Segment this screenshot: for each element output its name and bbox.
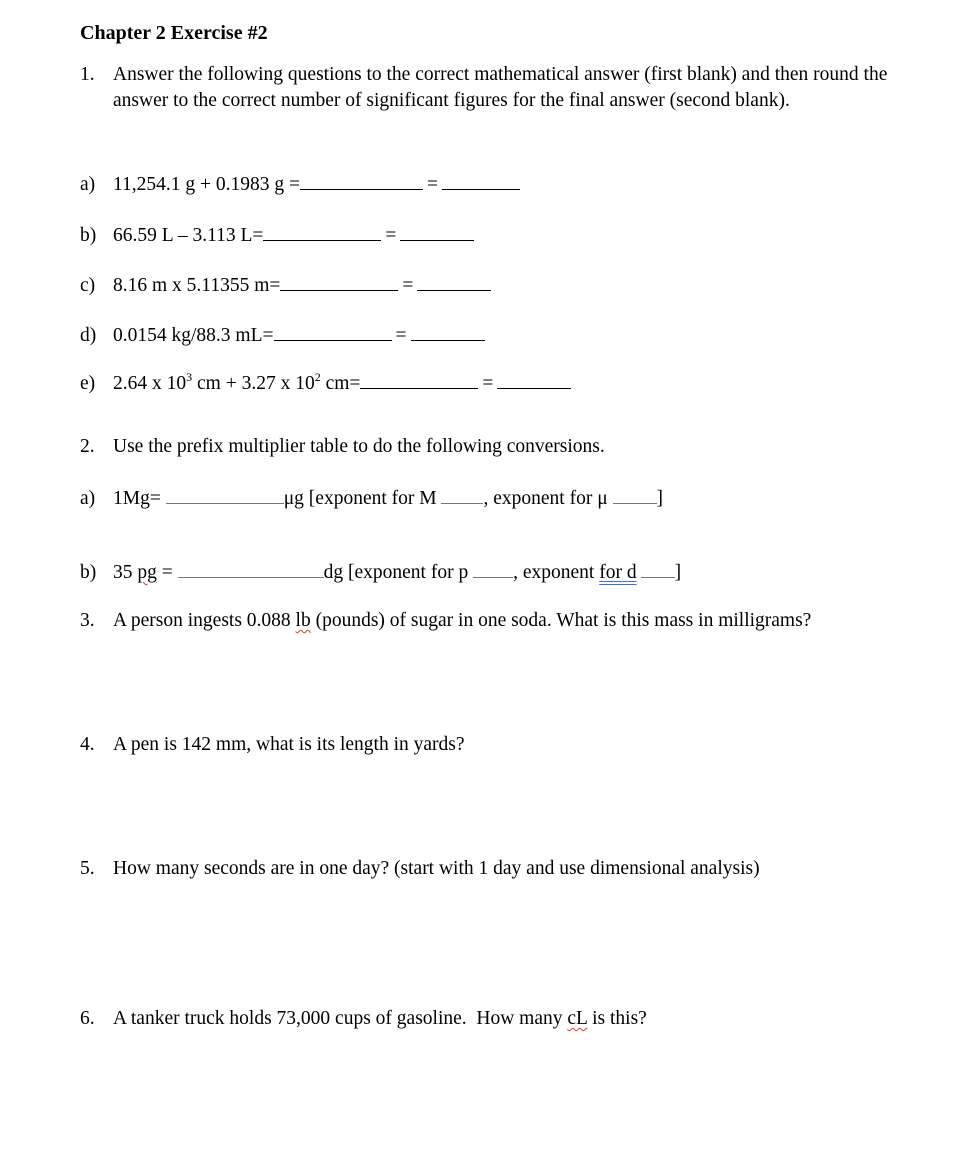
q1-part-c [80, 272, 491, 299]
question-6-unit: cL [567, 1008, 588, 1029]
exponent-blank-mu[interactable] [613, 485, 657, 504]
equals-sign: = [402, 275, 414, 296]
question-4-number: 4. [80, 734, 95, 755]
q1-part-a [80, 171, 520, 198]
exponent: 2 [314, 370, 321, 384]
answer-blank-1[interactable] [280, 272, 398, 291]
conversion-start-unit: pg [137, 562, 157, 583]
question-3 [80, 608, 811, 634]
q1-part-d [80, 322, 485, 349]
conversion-blank[interactable] [178, 559, 324, 578]
conversion-start: 1Mg= [113, 488, 161, 509]
equals-sign: = [385, 225, 397, 246]
expression-end: cm= [320, 373, 361, 394]
q1-part-e [80, 370, 571, 397]
question-6-number: 6. [80, 1008, 95, 1029]
answer-blank-2[interactable] [411, 322, 485, 341]
expression: 11,254.1 g + 0.1983 g = [113, 174, 301, 195]
conversion-mid: , exponent [513, 562, 600, 583]
conversion-unit: μg [exponent for M [283, 488, 437, 509]
question-2-text: Use the prefix multiplier table to do the following conversions. [113, 436, 605, 457]
answer-blank-2[interactable] [442, 171, 520, 190]
question-2-number: 2. [80, 436, 95, 457]
answer-blank-2[interactable] [417, 272, 491, 291]
expression: 66.59 L – 3.113 L= [113, 225, 264, 246]
exponent: 3 [186, 370, 193, 384]
part-label: a) [80, 488, 96, 509]
equals-sign: = [427, 174, 439, 195]
question-3-text-post: (pounds) of sugar in one soda. What is this mass in milligrams? [310, 610, 812, 631]
question-5-text: How many seconds are in one day? (start with 1 day and use dimensional analysis) [113, 858, 760, 879]
question-2 [80, 434, 605, 460]
question-4 [80, 732, 465, 758]
exponent-blank-p[interactable] [473, 559, 513, 578]
question-3-text-pre: A person ingests 0.088 [113, 610, 296, 631]
expression: 0.0154 kg/88.3 mL= [113, 325, 274, 346]
part-label: c) [80, 275, 96, 296]
q2-part-b [80, 559, 681, 586]
conversion-start-post: = [156, 562, 173, 583]
exponent-blank-m[interactable] [441, 485, 483, 504]
q1-part-b [80, 222, 474, 249]
question-1-text: Answer the following questions to the correct mathematical answer (first blank) and then round the answer to the correct number of significant figures for the final answer (second blank). [113, 64, 888, 111]
question-6 [80, 1006, 647, 1032]
conversion-mid-link: for d [599, 562, 637, 583]
question-1-number: 1. [80, 64, 95, 85]
answer-blank-1[interactable] [274, 322, 392, 341]
conversion-unit: dg [exponent for p [323, 562, 469, 583]
answer-blank-1[interactable] [300, 171, 423, 190]
answer-blank-2[interactable] [497, 370, 571, 389]
question-3-unit: lb [295, 610, 311, 631]
conversion-end: ] [656, 488, 664, 509]
part-label: b) [80, 225, 97, 246]
question-6-text-pre: A tanker truck holds 73,000 cups of gasoline. How many [113, 1008, 568, 1029]
part-label: b) [80, 562, 97, 583]
question-1 [80, 62, 910, 114]
part-label: a) [80, 174, 96, 195]
expression-mid: cm + 3.27 x 10 [192, 373, 315, 394]
conversion-mid: , exponent for μ [483, 488, 608, 509]
exponent-blank-d[interactable] [641, 559, 675, 578]
question-5 [80, 856, 760, 882]
part-label: e) [80, 373, 96, 394]
part-label: d) [80, 325, 97, 346]
expression: 8.16 m x 5.11355 m= [113, 275, 281, 296]
conversion-start-pre: 35 [113, 562, 138, 583]
equals-sign: = [395, 325, 407, 346]
answer-blank-1[interactable] [360, 370, 478, 389]
q2-part-a [80, 485, 663, 512]
conversion-blank[interactable] [166, 485, 284, 504]
expression-base: 2.64 x 10 [113, 373, 187, 394]
question-6-text-post: is this? [587, 1008, 647, 1029]
question-3-number: 3. [80, 610, 95, 631]
answer-blank-2[interactable] [400, 222, 474, 241]
question-4-text: A pen is 142 mm, what is its length in yards? [113, 734, 465, 755]
page-title: Chapter 2 Exercise #2 [80, 22, 268, 44]
answer-blank-1[interactable] [263, 222, 381, 241]
equals-sign: = [482, 373, 494, 394]
conversion-end: ] [674, 562, 682, 583]
question-5-number: 5. [80, 858, 95, 879]
